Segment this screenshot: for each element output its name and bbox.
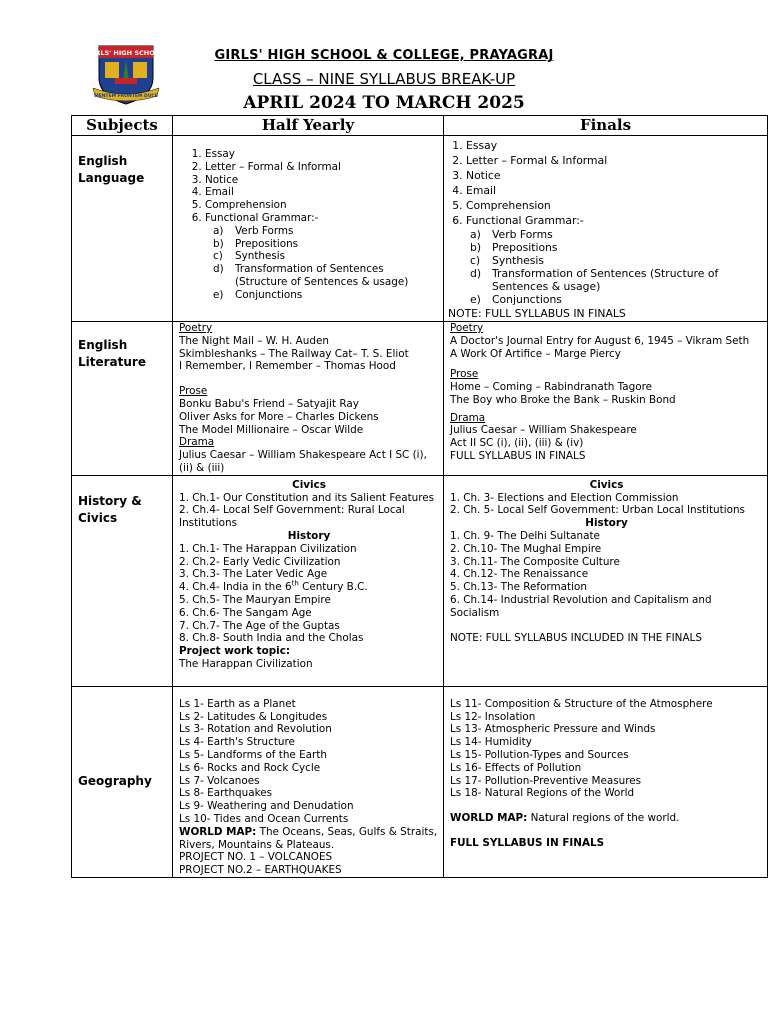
list-item: Ls 2- Latitudes & Longitudes [179, 710, 328, 723]
list-item: PROJECT NO. 1 – VOLCANOES [179, 851, 333, 864]
subject-label: History & Civics [78, 493, 142, 525]
col-finals: Finals [444, 116, 768, 136]
list-item: 2. Ch.10- The Mughal Empire [450, 542, 602, 555]
list-item: Ls 15- Pollution-Types and Sources [450, 748, 629, 761]
section-heading: Drama [179, 436, 215, 449]
list-item: WORLD MAP: The Oceans, Seas, Gulfs & Straits, Rivers, Mountains & Plateaus. [179, 825, 438, 851]
subject-history-civics [72, 475, 173, 686]
list-item: Ls 17- Pollution-Preventive Measures [450, 774, 642, 787]
list-item: The Harappan Civilization [179, 657, 313, 670]
list-item [448, 138, 763, 228]
geography-final [444, 686, 768, 877]
list-item: 3. Ch.3- The Later Vedic Age [179, 568, 328, 581]
list-item: Ls 6- Rocks and Rock Cycle [179, 761, 321, 774]
list-item: 1. Ch. 3- Elections and Election Commission [450, 491, 679, 504]
school-name: GIRLS' HIGH SCHOOL & COLLEGE, PRAYAGRAJ [214, 48, 554, 63]
list-item: Ls 13- Atmospheric Pressure and Winds [450, 723, 656, 736]
list-item: 8. Ch.8- South India and the Cholas [179, 632, 364, 645]
col-half-yearly: Half Yearly [173, 116, 444, 136]
list-item: b) Prepositions [213, 237, 299, 250]
list-item: 3. Notice [466, 168, 763, 183]
list-item: 2. Ch.2- Early Vedic Civilization [179, 555, 341, 568]
list-item: 5. Ch.5- The Mauryan Empire [179, 593, 331, 606]
english-language-final [444, 136, 768, 322]
list-item: Ls 11- Composition & Structure of the Atmosphere [450, 697, 713, 710]
list-item: 3. Notice [205, 174, 439, 187]
subject-english-literature [72, 322, 173, 476]
session-title: APRIL 2024 TO MARCH 2025 [243, 93, 525, 113]
list-item: a) Verb Forms [470, 228, 553, 241]
list-item: 5. Comprehension [466, 198, 763, 213]
note: NOTE: FULL SYLLABUS INCLUDED IN THE FINALS [450, 631, 702, 644]
list-item: 7. Ch.7- The Age of the Guptas [179, 619, 340, 632]
section-heading: Prose [179, 385, 208, 398]
list-item: Ls 3- Rotation and Revolution [179, 723, 332, 736]
table-row [72, 686, 768, 877]
english-language-half [173, 136, 444, 322]
geography-half [173, 686, 444, 877]
list-item: b) Prepositions [470, 241, 558, 254]
list-item: 6. Functional Grammar:- [205, 212, 439, 225]
list-item: 4. Email [205, 186, 439, 199]
list-item: 6. Ch.14- Industrial Revolution and Capitalism and Socialism [450, 593, 712, 619]
logo-motto: MENTEM FRONTEM DUCE [94, 94, 158, 99]
list-item: Ls 14- Humidity [450, 736, 532, 749]
section-heading: Project work topic: [179, 645, 291, 658]
list-item: 1. Ch. 9- The Delhi Sultanate [450, 529, 600, 542]
list-item: 2. Letter – Formal & Informal [205, 161, 439, 174]
list-item: 2. Letter – Formal & Informal [466, 153, 763, 168]
list-item: The Night Mail – W. H. Auden [179, 334, 329, 347]
section-heading: Civics [589, 478, 624, 491]
list-item: Julius Caesar – William Shakespeare [450, 424, 637, 437]
list-item: e) Conjunctions [470, 293, 562, 306]
section-heading: Civics [292, 478, 326, 491]
col-subjects: Subjects [72, 116, 173, 136]
table-row [72, 322, 768, 476]
table-header-row [72, 116, 768, 136]
list-item: Ls 12- Insolation [450, 710, 536, 723]
list-item [183, 148, 439, 225]
table-row [72, 136, 768, 322]
list-item: WORLD MAP: Natural regions of the world. [450, 812, 680, 825]
list-item: Ls 9- Weathering and Denudation [179, 800, 354, 813]
section-heading: Poetry [450, 322, 484, 334]
history-civics-final [444, 475, 768, 686]
logo-text: GIRLS' HIGH SCHOOL [87, 49, 165, 57]
section-heading: History [287, 529, 331, 542]
list-item: d) Transformation of Sentences (Structure of Sentences & usage) [470, 267, 719, 293]
list-item: PROJECT NO.2 – EARTHQUAKES [179, 864, 342, 877]
list-item [183, 225, 439, 302]
list-item: 2. Ch.4- Local Self Government: Rural Local Institutions [179, 504, 405, 530]
list-item: Ls 8- Earthquakes [179, 787, 273, 800]
list-item: 6. Ch.6- The Sangam Age [179, 606, 312, 619]
list-item: Home – Coming – Rabindranath Tagore [450, 380, 653, 393]
list-item: c) Synthesis [470, 254, 545, 267]
list-item: Ls 1- Earth as a Planet [179, 697, 296, 710]
list-item: 5. Comprehension [205, 199, 439, 212]
history-civics-half [173, 475, 444, 686]
list-item: a) Verb Forms [213, 224, 294, 237]
subject-label: Geography [78, 774, 152, 789]
list-item: d) Transformation of Sentences (Structure of Sentences & usage) [213, 263, 409, 288]
section-heading: Prose [450, 367, 479, 380]
syllabus-table [71, 115, 768, 878]
list-item: Ls 4- Earth's Structure [179, 736, 295, 749]
list-item: 4. Email [466, 183, 763, 198]
list-item: Skimbleshanks – The Railway Cat– T. S. Eliot [179, 347, 409, 360]
list-item: A Doctor's Journal Entry for August 6, 1945 – Vikram Seth [450, 334, 750, 347]
list-item [448, 228, 763, 306]
subject-geography [72, 686, 173, 877]
table-row [72, 475, 768, 686]
list-item: 3. Ch.11- The Composite Culture [450, 555, 620, 568]
list-item: 4. Ch.4- India in the 6th Century B.C. [179, 579, 368, 594]
list-item: Oliver Asks for More – Charles Dickens [179, 410, 379, 423]
list-item: 5. Ch.13- The Reformation [450, 581, 587, 594]
list-item: 2. Ch. 5- Local Self Government: Urban Local Institutions [450, 504, 745, 517]
list-item: Ls 18- Natural Regions of the World [450, 787, 635, 800]
list-item: Ls 5- Landforms of the Earth [179, 748, 327, 761]
note: FULL SYLLABUS IN FINALS [450, 836, 605, 849]
list-item: Ls 16- Effects of Pollution [450, 761, 582, 774]
list-item: Ls 10- Tides and Ocean Currents [179, 812, 349, 825]
english-literature-final [444, 322, 768, 476]
list-item: The Model Millionaire – Oscar Wilde [179, 423, 364, 436]
list-item: Act II SC (i), (ii), (iii) & (iv) [450, 437, 584, 450]
list-item: e) Conjunctions [213, 288, 303, 301]
section-heading: Drama [450, 411, 486, 424]
list-item: FULL SYLLABUS IN FINALS [450, 449, 586, 462]
section-heading: Poetry [179, 322, 213, 334]
list-item: 1. Ch.1- Our Constitution and its Salient Features [179, 491, 435, 504]
list-item: 6. Functional Grammar:- [466, 213, 763, 228]
subject-label: English Literature [78, 338, 146, 369]
list-item: 1. Ch.1- The Harappan Civilization [179, 542, 357, 555]
subject-english-language [72, 136, 173, 322]
list-item: Ls 7- Volcanoes [179, 774, 260, 787]
list-item: The Boy who Broke the Bank – Ruskin Bond [450, 394, 676, 407]
section-heading: History [585, 517, 628, 530]
class-title: CLASS – NINE SYLLABUS BREAK-UP [252, 70, 516, 88]
list-item: A Work Of Artifice – Marge Piercy [450, 348, 621, 361]
note: NOTE: FULL SYLLABUS IN FINALS [448, 307, 626, 320]
list-item: Julius Caesar – William Shakespeare Act I SC (i), (ii) & (iii) [179, 449, 427, 474]
list-item: c) Synthesis [213, 250, 286, 263]
subject-label: English Language [78, 154, 145, 185]
list-item: 1. Essay [205, 148, 439, 161]
english-literature-half [173, 322, 444, 476]
list-item: Bonku Babu's Friend – Satyajit Ray [179, 397, 359, 410]
list-item: 4. Ch.12- The Renaissance [450, 568, 589, 581]
list-item: 1. Essay [466, 138, 763, 153]
list-item: I Remember, I Remember – Thomas Hood [179, 360, 396, 373]
